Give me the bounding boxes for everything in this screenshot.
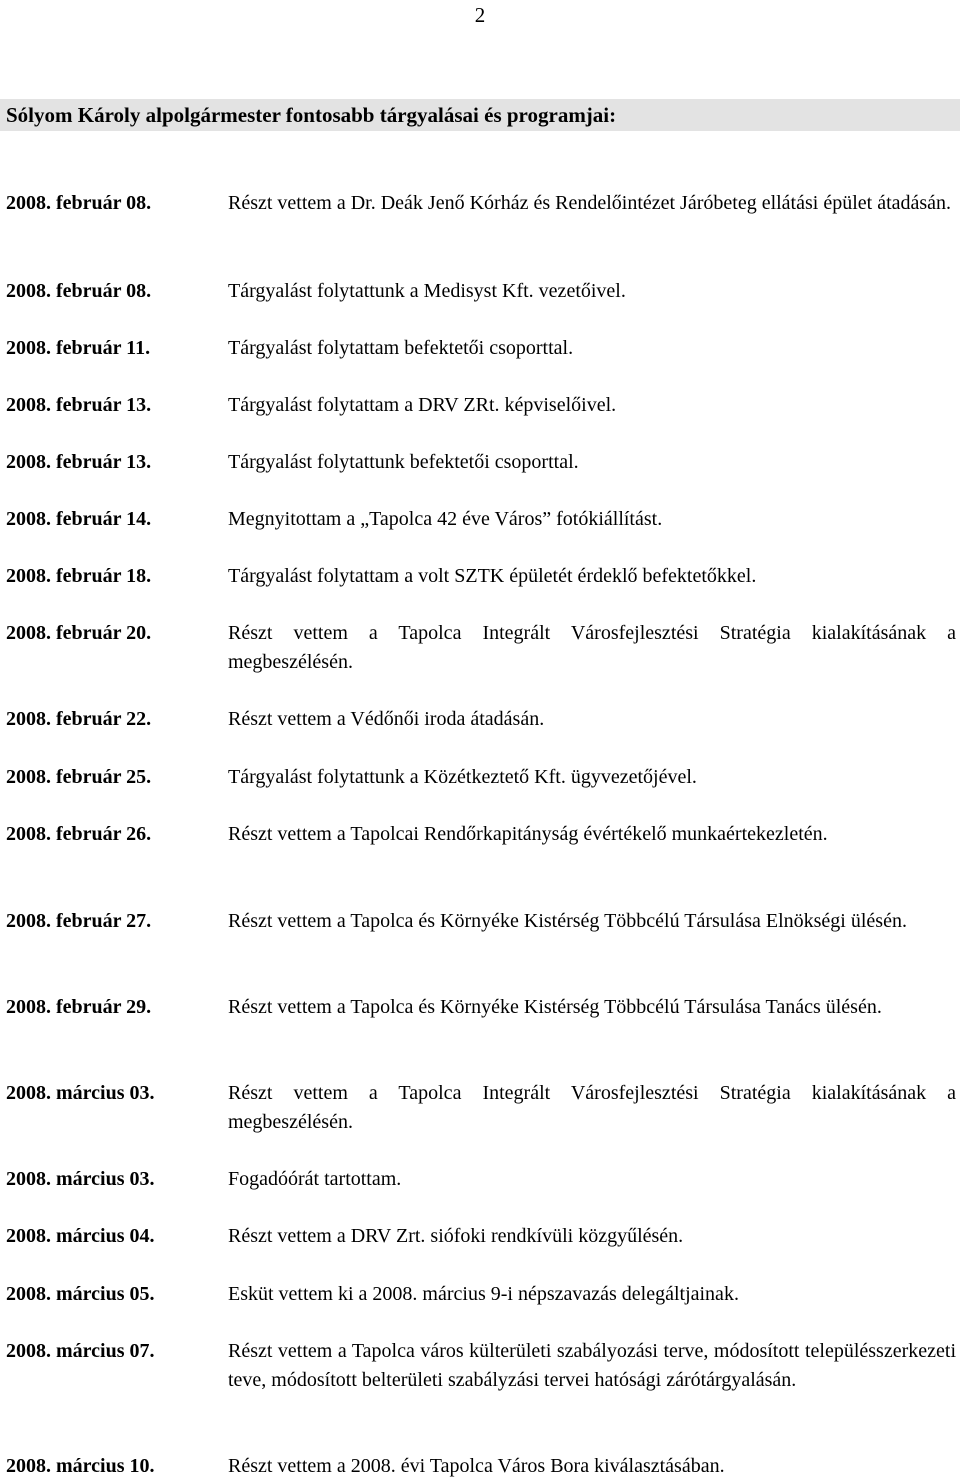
entry-text: Tárgyalást folytattam a DRV ZRt. képviselőivel.	[228, 394, 617, 416]
entry-date: 2008. március 07.	[6, 1340, 155, 1362]
entry-text: Tárgyalást folytattunk befektetői csoporttal.	[228, 451, 579, 473]
entry-date: 2008. március 03.	[6, 1082, 155, 1104]
entry-text: Részt vettem a Dr. Deák Jenő Kórház és Rendelőintézet Járóbeteg ellátási épület átadásán.	[228, 192, 952, 214]
entry-text: Tárgyalást folytattunk a Közétkeztető Kft. ügyvezetőjével.	[228, 766, 697, 788]
entry-date: 2008. február 08.	[6, 192, 152, 214]
entry-date: 2008. február 13.	[6, 451, 152, 473]
entry-date: 2008. március 03.	[6, 1168, 155, 1190]
page-number: 2	[474, 3, 486, 27]
entry-date: 2008. március 05.	[6, 1283, 155, 1305]
entry-date: 2008. február 27.	[6, 910, 152, 932]
entry-date: 2008. február 25.	[6, 766, 152, 788]
entry-text: Részt vettem a Tapolca város külterületi szabályozási terve, módosított településszerkezeti teve, módosított belterületi szabályzási tervei hatósági zárótárgyalásán.	[228, 1340, 956, 1391]
entry-date: 2008. február 18.	[6, 565, 152, 587]
entry-date: 2008. február 13.	[6, 394, 152, 416]
entry-text: Megnyitottam a „Tapolca 42 éve Város” fotókiállítást.	[228, 508, 663, 530]
entry-text: Tárgyalást folytattunk a Medisyst Kft. vezetőivel.	[228, 280, 626, 302]
entry-date: 2008. február 11.	[6, 337, 151, 359]
section-heading: Sólyom Károly alpolgármester fontosabb tárgyalásai és programjai:	[6, 103, 617, 127]
entry-text: Részt vettem a Tapolca és Környéke Kistérség Többcélú Társulása Elnökségi ülésén.	[228, 910, 907, 932]
entry-text: Esküt vettem ki a 2008. március 9-i népszavazás delegáltjainak.	[228, 1283, 739, 1305]
entry-date: 2008. február 26.	[6, 823, 152, 845]
entry-date: 2008. február 20.	[6, 622, 152, 644]
entry-text: Fogadóórát tartottam.	[228, 1168, 402, 1190]
entry-text: Részt vettem a Tapolca és Környéke Kistérség Többcélú Társulása Tanács ülésén.	[228, 996, 882, 1018]
entry-text: Részt vettem a 2008. évi Tapolca Város Bora kiválasztásában.	[228, 1455, 725, 1477]
entry-text: Tárgyalást folytattam befektetői csoporttal.	[228, 337, 574, 359]
entry-text: Részt vettem a DRV Zrt. siófoki rendkívüli közgyűlésén.	[228, 1225, 684, 1247]
entry-date: 2008. február 08.	[6, 280, 152, 302]
entry-date: 2008. február 22.	[6, 708, 152, 730]
entry-text: Tárgyalást folytattam a volt SZTK épületét érdeklő befektetőkkel.	[228, 565, 757, 587]
entry-text: Részt vettem a Tapolca Integrált Városfejlesztési Stratégia kialakításának a megbeszélésén.	[228, 622, 956, 673]
entry-date: 2008. március 04.	[6, 1225, 155, 1247]
entry-text: Részt vettem a Tapolcai Rendőrkapitányság évértékelő munkaértekezletén.	[228, 823, 828, 845]
entry-date: 2008. február 29.	[6, 996, 152, 1018]
entry-text: Részt vettem a Tapolca Integrált Városfejlesztési Stratégia kialakításának a megbeszélésén.	[228, 1082, 956, 1133]
entry-date: 2008. február 14.	[6, 508, 152, 530]
entry-date: 2008. március 10.	[6, 1455, 155, 1477]
entry-text: Részt vettem a Védőnői iroda átadásán.	[228, 708, 545, 730]
